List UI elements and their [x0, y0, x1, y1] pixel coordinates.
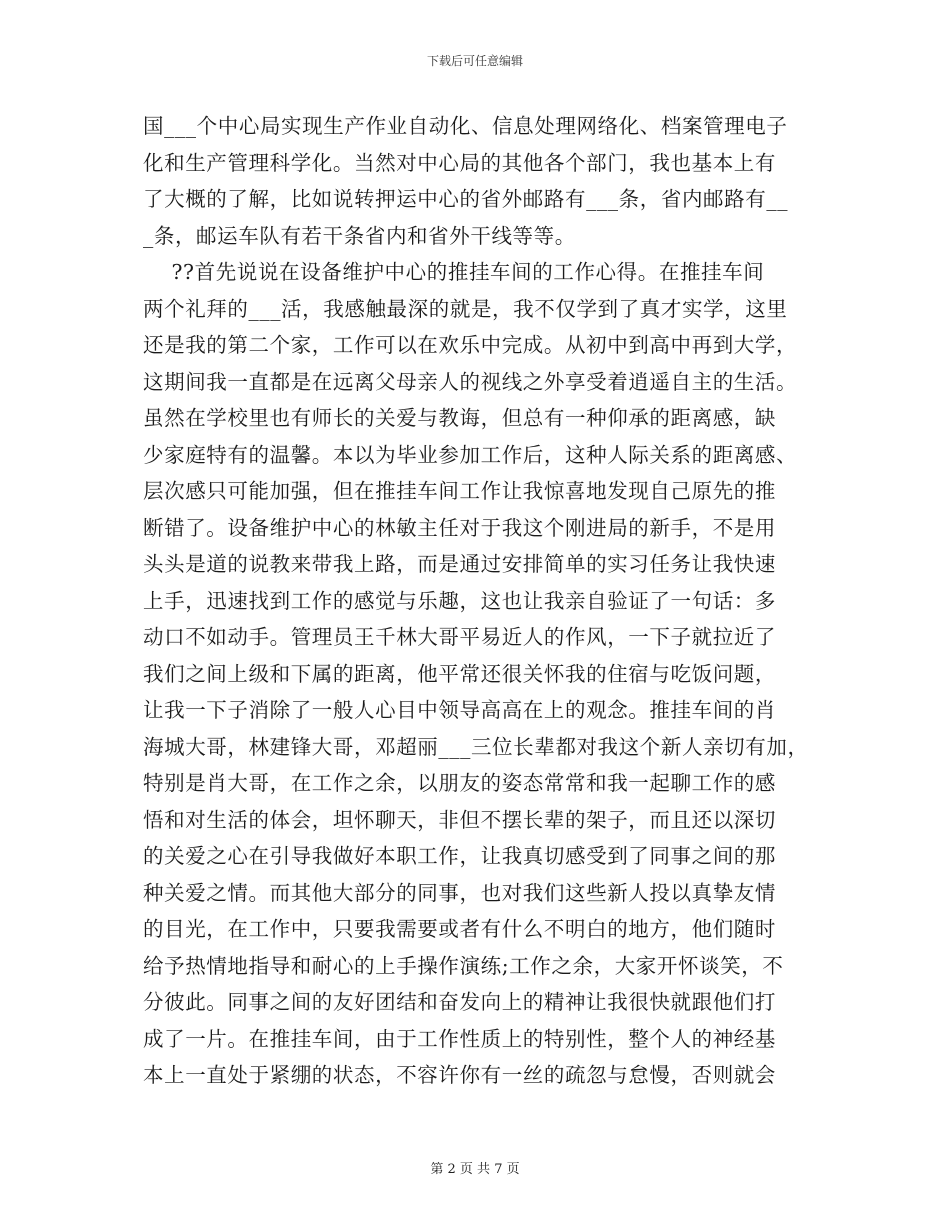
text-line: 分彼此。同事之间的友好团结和奋发向上的精神让我很快就跟他们打	[143, 990, 776, 1014]
text-line: 动口不如动手。管理员王千林大哥平易近人的作风，一下子就拉近了	[143, 625, 776, 649]
text-line: 还是我的第二个家，工作可以在欢乐中完成。从初中到高中再到大学，	[143, 333, 798, 357]
text-line: _条，邮运车队有若干条省内和省外干线等等。	[143, 223, 576, 248]
text-line: 悟和对生活的体会，坦怀聊天，非但不摆长辈的架子，而且还以深切	[143, 807, 776, 832]
text-line: 少家庭特有的温馨。本以为毕业参加工作后，这种人际关系的距离感、	[143, 442, 798, 467]
page-number: 第 2 页 共 7 页	[430, 1162, 520, 1177]
text-line: 给予热情地指导和耐心的上手操作演练;工作之余，大家开怀谈笑，不	[143, 953, 784, 978]
page-header-note: 下载后可任意编辑	[426, 54, 523, 68]
text-line: 头头是道的说教来带我上路，而是通过安排简单的实习任务让我快速	[143, 552, 776, 576]
text-line: 海城大哥，林建锋大哥，邓超丽___三位长辈都对我这个新人亲切有加，	[143, 734, 809, 759]
text-line: 断错了。设备维护中心的林敏主任对于我这个刚进局的新手，不是用	[143, 515, 776, 540]
text-line: 种关爱之情。而其他大部分的同事，也对我们这些新人投以真挚友情	[143, 880, 776, 905]
text-line: 特别是肖大哥，在工作之余，以朋友的姿态常常和我一起聊工作的感	[143, 771, 776, 795]
text-line: 成了一片。在推挂车间，由于工作性质上的特别性，整个人的神经基	[143, 1026, 776, 1051]
text-line: 两个礼拜的___活，我感触最深的就是，我不仅学到了真才实学，这里	[143, 296, 788, 321]
text-line: 的关爱之心在引导我做好本职工作，让我真切感受到了同事之间的那	[143, 844, 776, 868]
text-line: 了大概的了解，比如说转押运中心的省外邮路有___条，省内邮路有__	[143, 187, 789, 211]
text-line: 让我一下子消除了一般人心目中领导高高在上的观念。推挂车间的肖	[143, 698, 776, 722]
text-line: 这期间我一直都是在远离父母亲人的视线之外享受着逍遥自主的生活。	[143, 369, 798, 394]
text-line: 的目光，在工作中，只要我需要或者有什么不明白的地方，他们随时	[143, 917, 776, 941]
document-body	[143, 108, 823, 1094]
text-line: 本上一直处于紧绷的状态，不容许你有一丝的疏忽与怠慢，否则就会	[143, 1063, 776, 1087]
text-line: 虽然在学校里也有师长的关爱与教诲，但总有一种仰承的距离感，缺	[143, 406, 776, 430]
text-line: ??首先说说在设备维护中心的推挂车间的工作心得。在推挂车间	[143, 260, 765, 284]
text-line: 层次感只可能加强，但在推挂车间工作让我惊喜地发现自己原先的推	[143, 479, 776, 503]
text-line: 国___个中心局实现生产作业自动化、信息处理网络化、档案管理电子	[143, 114, 788, 138]
text-line: 我们之间上级和下属的距离，他平常还很关怀我的住宿与吃饭问题，	[143, 661, 776, 686]
text-line: 化和生产管理科学化。当然对中心局的其他各个部门，我也基本上有	[143, 150, 776, 175]
text-line: 上手，迅速找到工作的感觉与乐趣，这也让我亲自验证了一句话：多	[143, 588, 776, 613]
